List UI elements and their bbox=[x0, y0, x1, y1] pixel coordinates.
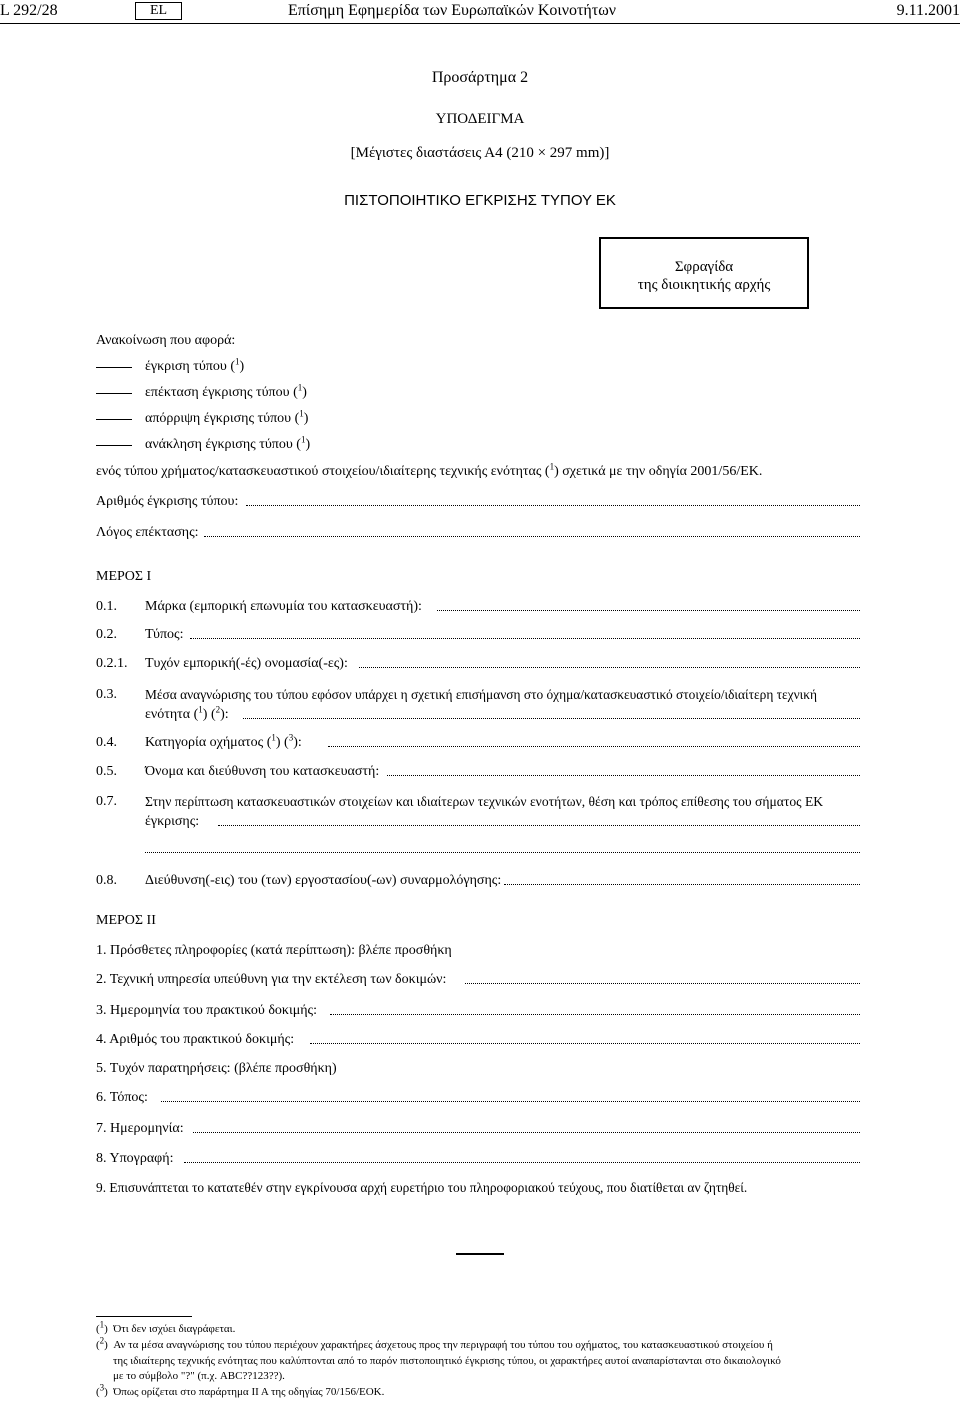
item-number: 0.3. bbox=[96, 687, 117, 702]
item-number: 0.1. bbox=[96, 599, 117, 614]
footnote-rule bbox=[96, 1316, 192, 1317]
report-number-field[interactable] bbox=[310, 1043, 860, 1044]
option-dash bbox=[96, 419, 132, 420]
extension-reason-label: Λόγος επέκτασης: bbox=[96, 525, 199, 540]
item-number: 0.5. bbox=[96, 764, 117, 779]
brand-label: Μάρκα (εμπορική επωνυμία του κατασκευαστή): bbox=[145, 599, 422, 614]
item-number: 0.2.1. bbox=[96, 656, 128, 671]
option-dash bbox=[96, 393, 132, 394]
notice-subject: ενός τύπου χρήματος/κατασκευαστικού στοιχείου/ιδιαίτερης τεχνικής ενότητας ($^1$) σχετικά με την οδηγία 2001/56/ΕΚ. bbox=[96, 461, 763, 479]
manufacturer-field[interactable] bbox=[387, 775, 860, 776]
mark-position-field[interactable] bbox=[218, 825, 860, 826]
option-withdrawal: ανάκληση έγκρισης τύπου ($^1$) bbox=[145, 434, 311, 452]
footnote-2-line-3: με το σύμβολο "?" (π.χ. ABC??123??). bbox=[113, 1370, 285, 1382]
brand-field[interactable] bbox=[437, 610, 860, 611]
assembly-plant-label: Διεύθυνση(-εις) του (των) εργοστασίου(-ων) συναρμολόγησης: bbox=[145, 873, 502, 888]
header-rule bbox=[0, 23, 960, 24]
notice-intro: Ανακοίνωση που αφορά: bbox=[96, 333, 236, 348]
signature-label: 8. Υπογραφή: bbox=[96, 1151, 174, 1166]
date-label: 7. Ημερομηνία: bbox=[96, 1121, 184, 1136]
report-number-label: 4. Αριθμός του πρακτικού δοκιμής: bbox=[96, 1032, 295, 1047]
report-date-field[interactable] bbox=[330, 1014, 860, 1015]
journal-header bbox=[0, 0, 960, 22]
option-dash bbox=[96, 445, 132, 446]
appendix-title: Προσάρτημα 2 bbox=[431, 69, 529, 86]
option-type-approval: έγκριση τύπου ($^1$) bbox=[145, 356, 245, 374]
remarks-item: 5. Τυχόν παρατηρήσεις: (βλέπε προσθήκη) bbox=[96, 1061, 337, 1076]
publication-date: 9.11.2001 bbox=[896, 2, 960, 19]
manufacturer-label: Όνομα και διεύθυνση του κατασκευαστή: bbox=[145, 764, 380, 779]
stamp-line-1: Σφραγίδα bbox=[674, 259, 734, 275]
footnote-3: ($^3$) Όπως ορίζεται στο παράρτημα II A της οδηγίας 70/156/ΕΟΚ. bbox=[96, 1382, 385, 1398]
stamp-line-2: της διοικητικής αρχής bbox=[637, 277, 771, 293]
journal-title: Επίσημη Εφημερίδα των Ευρωπαϊκών Κοινοτήτων bbox=[288, 2, 616, 19]
option-dash bbox=[96, 367, 132, 368]
approval-number-field[interactable] bbox=[246, 505, 860, 506]
option-refusal: απόρριψη έγκρισης τύπου ($^1$) bbox=[145, 408, 309, 426]
vehicle-category-field[interactable] bbox=[328, 746, 860, 747]
mark-position-label: Στην περίπτωση κατασκευαστικών στοιχείων και ιδιαίτερων τεχνικών ενοτήτων, θέση και τρόπος επίθεσης του σήματος ΕΚ bbox=[145, 794, 824, 809]
type-field[interactable] bbox=[190, 638, 860, 639]
option-extension: επέκταση έγκρισης τύπου ($^1$) bbox=[145, 382, 307, 400]
identification-label: Μέσα αναγνώρισης του τύπου εφόσον υπάρχει η σχετική επισήμανση στο όχημα/κατασκευαστικό στοιχείο/ιδιαίτερη τεχνική bbox=[145, 687, 818, 702]
identification-field[interactable] bbox=[243, 718, 860, 719]
mark-position-label-cont: έγκρισης: bbox=[145, 814, 200, 829]
vehicle-category-label: Κατηγορία οχήματος ($^1$) ($^3$): bbox=[145, 732, 302, 750]
footnote-2: ($^2$) Αν τα μέσα αναγνώρισης του τύπου περιέχουν χαρακτήρες άσχετους προς την περιγραφή του τύπου του οχήματος, του κατασκευαστικού στοιχείου ή bbox=[96, 1335, 773, 1351]
mark-position-field-2[interactable] bbox=[145, 852, 860, 853]
additional-info-item: 1. Πρόσθετες πληροφορίες (κατά περίπτωση): βλέπε προσθήκη bbox=[96, 943, 452, 958]
size-note: [Μέγιστες διαστάσεις Α4 (210 × 297 mm)] bbox=[350, 145, 610, 161]
sample-title: ΥΠΟΔΕΙΓΜΑ bbox=[435, 111, 525, 127]
language-code: EL bbox=[135, 2, 182, 20]
section-separator bbox=[456, 1253, 504, 1255]
index-attached-item: 9. Επισυνάπτεται το κατατεθέν στην εγκρίνουσα αρχή ευρετήριο του πληροφοριακού τεύχους, που διατίθεται αν ζητηθεί. bbox=[96, 1180, 748, 1195]
signature-field[interactable] bbox=[184, 1162, 860, 1163]
report-date-label: 3. Ημερομηνία του πρακτικού δοκιμής: bbox=[96, 1003, 317, 1018]
item-number: 0.7. bbox=[96, 794, 117, 809]
item-number: 0.4. bbox=[96, 735, 117, 750]
part2-heading: ΜΕΡΟΣ II bbox=[96, 913, 156, 928]
place-label: 6. Τόπος: bbox=[96, 1090, 148, 1105]
item-number: 0.8. bbox=[96, 873, 117, 888]
item-number: 0.2. bbox=[96, 627, 117, 642]
approval-number-label: Αριθμός έγκρισης τύπου: bbox=[96, 494, 239, 509]
page-reference: L 292/28 bbox=[0, 2, 58, 19]
place-field[interactable] bbox=[161, 1101, 860, 1102]
part1-heading: ΜΕΡΟΣ I bbox=[96, 569, 152, 584]
footnote-2-line-2: της ιδιαίτερης τεχνικής ενότητας που καλύπτονται από το παρόν πιστοποιητικό έγκρισης τύπου, οι χαρακτήρες αυτοί αναπαρίστανται στο δικαιολογικό bbox=[113, 1355, 781, 1367]
identification-label-cont: ενότητα ($^1$) ($^2$): bbox=[145, 704, 229, 722]
certificate-title: ΠΙΣΤΟΠΟΙΗΤΙΚΟ ΕΓΚΡΙΣΗΣ ΤΥΠΟΥ ΕΚ bbox=[344, 192, 616, 209]
trade-names-field[interactable] bbox=[359, 667, 860, 668]
date-field[interactable] bbox=[193, 1132, 860, 1133]
trade-names-label: Τυχόν εμπορική(-ές) ονομασία(-ες): bbox=[145, 656, 348, 671]
technical-service-label: 2. Τεχνική υπηρεσία υπεύθυνη για την εκτέλεση των δοκιμών: bbox=[96, 972, 447, 987]
footnote-1: ($^1$) Ότι δεν ισχύει διαγράφεται. bbox=[96, 1319, 236, 1335]
type-label: Τύπος: bbox=[145, 627, 184, 642]
technical-service-field[interactable] bbox=[465, 983, 860, 984]
assembly-plant-field[interactable] bbox=[504, 884, 860, 885]
extension-reason-field[interactable] bbox=[204, 536, 860, 537]
authority-stamp-box bbox=[599, 237, 809, 309]
